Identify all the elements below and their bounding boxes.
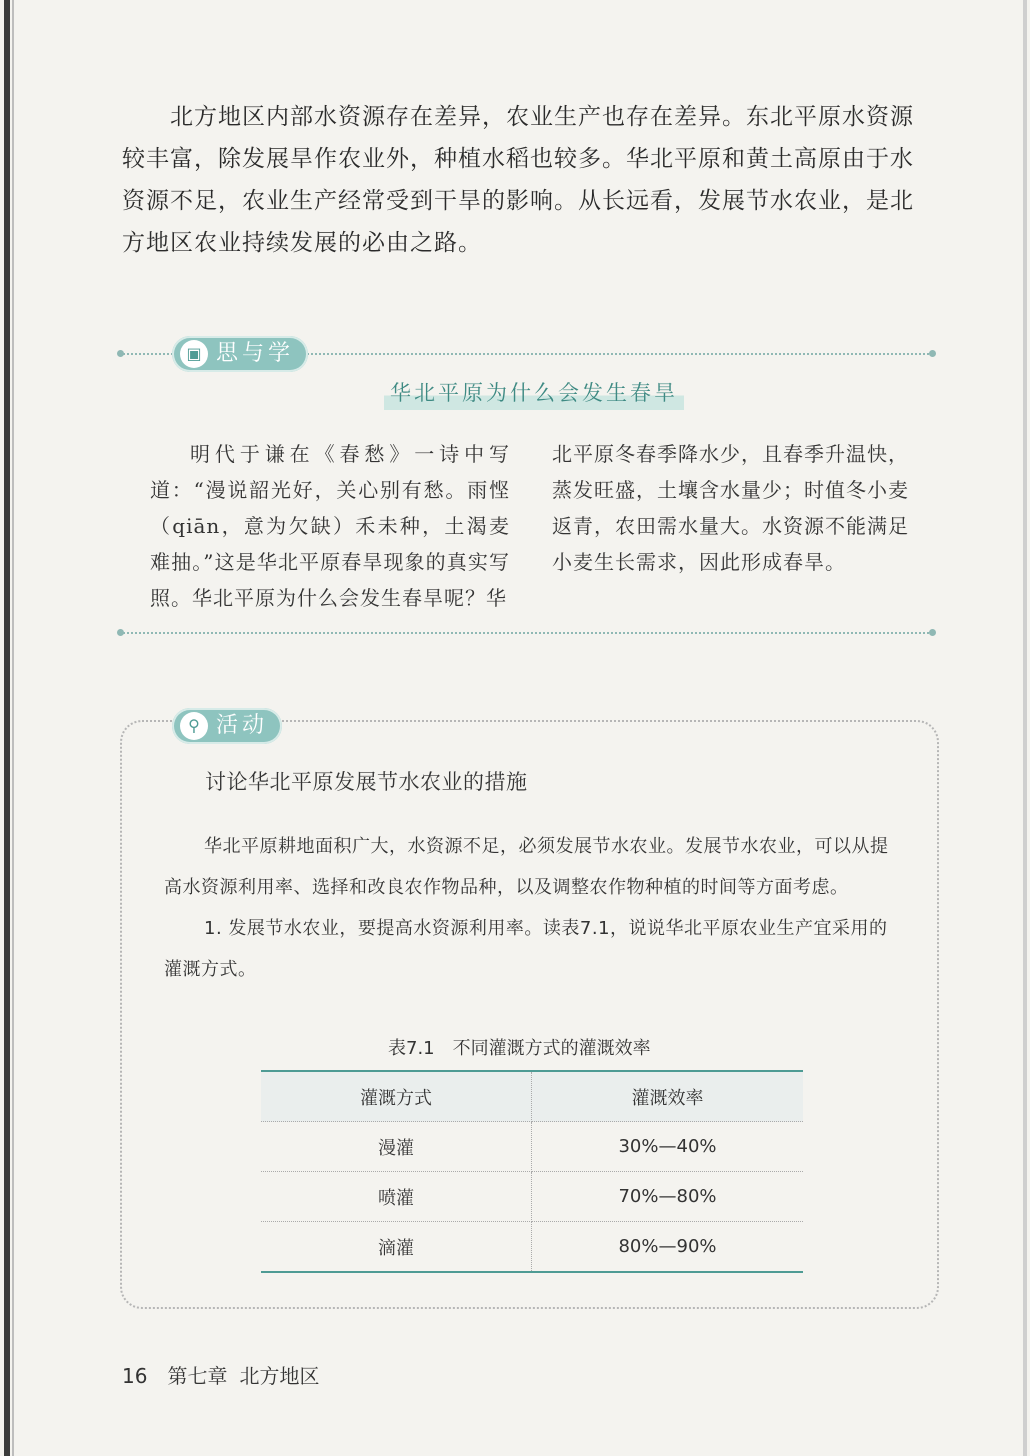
section-label: 北方地区 [239,1364,320,1388]
page-edge-left [4,0,10,1456]
activity-paragraph-1: 华北平原耕地面积广大，水资源不足，必须发展节水农业。发展节水农业，可以从提高水资源利用率、选择和改良农作物品种，以及调整农作物种植的时间等方面考虑。 [164,836,889,898]
think-left-text: 明代于谦在《春愁》一诗中写道：“漫说韶光好，关心别有愁。雨悭（qiān，意为欠缺）禾未种，土渴麦难抽。”这是华北平原春旱现象的真实写照。华北平原为什么会发生春旱呢？华 [150,442,510,610]
table-header-cell: 灌溉方式 [261,1071,532,1122]
activity-badge [172,708,282,744]
table-caption [388,1034,651,1060]
think-badge [172,336,308,372]
think-left-column [150,436,510,616]
page-edge-right [1023,0,1027,1456]
page-number: 16 [122,1364,148,1388]
table-row [261,1172,803,1222]
book-icon: ▣ [180,340,208,368]
table-cell: 30%—40% [532,1122,804,1172]
think-right-text: 北平原冬春季降水少，且春季升温快，蒸发旺盛，土壤含水量少；时值冬小麦返青，农田需水量大。水资源不能满足小麦生长需求，因此形成春旱。 [552,442,909,574]
activity-badge-label: 活动 [216,713,269,738]
table-number: 表7.1 [388,1038,435,1059]
divider-dot [929,629,936,636]
intro-text: 北方地区内部水资源存在差异，农业生产也存在差异。东北平原水资源较丰富，除发展旱作农业外，种植水稻也较多。华北平原和黄土高原由于水资源不足，农业生产经常受到干旱的影响。从长远看，发展节水农业，是北方地区农业持续发展的必由之路。 [122,104,914,256]
table-cell: 70%—80% [532,1172,804,1222]
intro-paragraph [122,96,937,264]
activity-title: 讨论华北平原发展节水农业的措施 [205,770,528,794]
divider-dot [929,350,936,357]
table-cell: 漫灌 [261,1122,532,1172]
table-header-cell: 灌溉效率 [532,1071,804,1122]
table-cell: 80%—90% [618,1236,717,1257]
divider-dot [117,350,124,357]
table-cell: 喷灌 [261,1172,532,1222]
activity-paragraph-2: 1. 发展节水农业，要提高水资源利用率。读表7.1，说说华北平原农业生产宜采用的灌溉方式。 [164,918,888,980]
think-right-column [552,436,917,580]
table-header-row [261,1071,803,1122]
irrigation-efficiency-table [261,1070,803,1273]
divider-dot [117,629,124,636]
table-row [261,1222,803,1273]
page-footer [122,1360,319,1389]
page-edge-left-inner [12,0,14,1456]
activity-body [164,826,904,990]
magnifier-icon: ⚲ [180,712,208,740]
chapter-label: 第七章 [167,1364,228,1388]
table-title: 不同灌溉方式的灌溉效率 [452,1038,651,1059]
think-badge-label: 思与学 [216,341,295,366]
think-title: 华北平原为什么会发生春旱 [384,378,684,410]
think-bottom-divider [120,632,932,634]
table-row [261,1122,803,1172]
table-cell: 滴灌 [261,1222,532,1273]
